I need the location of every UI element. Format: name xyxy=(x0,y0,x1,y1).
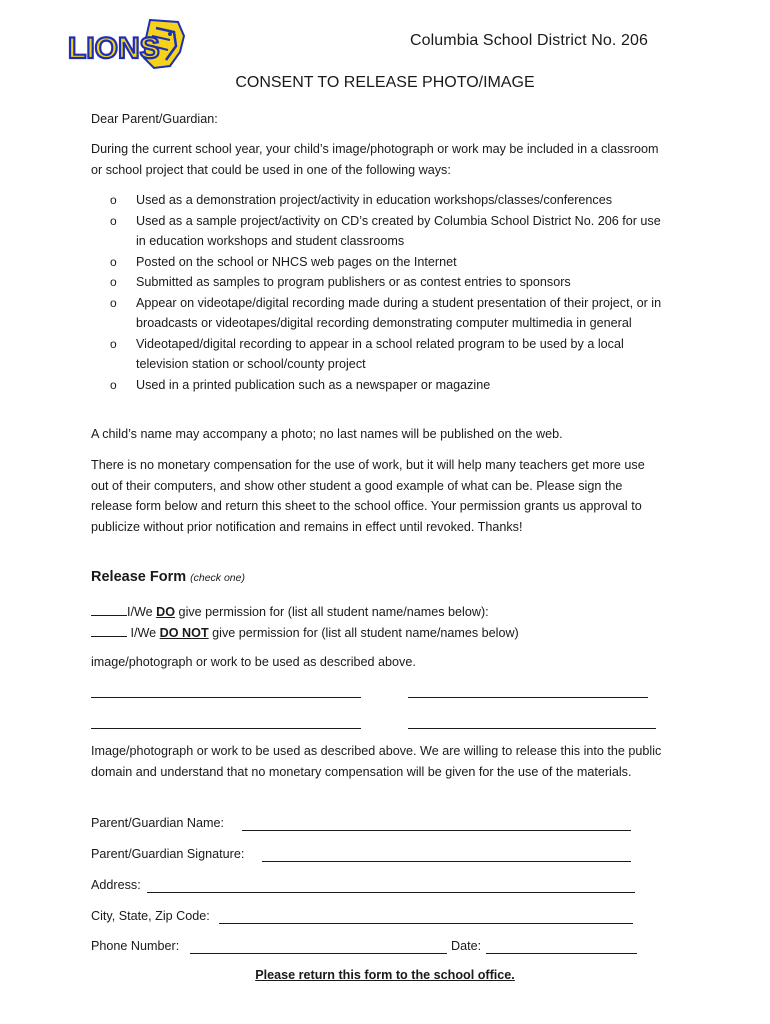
list-item xyxy=(110,252,670,273)
donot-prefix: I/We xyxy=(127,626,160,640)
do-suffix: give permission for (list all student name/names below): xyxy=(175,605,489,619)
greeting: Dear Parent/Guardian: xyxy=(91,112,218,126)
list-item-text: Posted on the school or NHCS web pages on the Internet xyxy=(136,254,457,269)
list-item-text: Used in a printed publication such as a newspaper or magazine xyxy=(136,377,491,392)
phone-row xyxy=(91,939,179,953)
phone-label: Phone Number: xyxy=(91,939,180,953)
address-row xyxy=(91,878,141,892)
student-name-field-2[interactable] xyxy=(408,697,648,698)
bullet-icon: o xyxy=(110,193,117,207)
intro-paragraph: During the current school year, your child’s image/photograph or work may be included in a classroom or school project that could be used in one of the following ways: xyxy=(91,142,659,177)
donot-checkbox-blank[interactable] xyxy=(91,622,127,637)
list-item xyxy=(110,211,670,252)
list-item-text: Used as a demonstration project/activity in education workshops/classes/conferences xyxy=(136,193,613,207)
list-item xyxy=(110,334,670,375)
do-prefix: I/We xyxy=(127,605,157,619)
bullet-icon: o xyxy=(110,213,117,228)
bullet-icon: o xyxy=(110,336,117,351)
address-field[interactable] xyxy=(147,892,635,893)
city-state-zip-field[interactable] xyxy=(219,923,633,924)
guardian-signature-row xyxy=(91,847,244,861)
release-form-subtitle: (check one) xyxy=(190,572,245,584)
guardian-signature-label: Parent/Guardian Signature: xyxy=(91,847,245,861)
student-name-field-1[interactable] xyxy=(91,697,361,698)
student-name-field-4[interactable] xyxy=(408,728,656,729)
donot-word: DO NOT xyxy=(159,626,209,640)
address-label: Address: xyxy=(91,878,141,892)
guardian-name-row xyxy=(91,816,224,830)
list-item xyxy=(110,190,670,211)
permission-donot-option xyxy=(91,622,519,644)
student-name-field-3[interactable] xyxy=(91,728,361,729)
page-title: CONSENT TO RELEASE PHOTO/IMAGE xyxy=(235,74,535,91)
city-state-zip-row xyxy=(91,909,210,923)
footer-instruction: Please return this form to the school office. xyxy=(255,968,515,982)
list-item xyxy=(110,293,670,334)
uses-list xyxy=(110,190,670,395)
date-row xyxy=(451,939,481,953)
list-item-text: Used as a sample project/activity on CD’s created by Columbia School District No. 206 for use in education workshops and student classrooms xyxy=(136,213,661,248)
donot-suffix: give permission for (list all student name/names below) xyxy=(208,626,519,640)
release-paragraph: Image/photograph or work to be used as described above. We are willing to release this into the public domain and understand that no monetary compensation will be given for the use of the materials. xyxy=(91,744,662,779)
do-checkbox-blank[interactable] xyxy=(91,601,127,616)
bullet-icon: o xyxy=(110,275,117,289)
list-item-text: Submitted as samples to program publishers or as contest entries to sponsors xyxy=(136,275,571,289)
list-item-text: Appear on videotape/digital recording made during a student presentation of their project, or in broadcasts or videotapes/digital recording demonstrating computer multimedia in general xyxy=(136,295,662,330)
lions-logo xyxy=(66,18,186,72)
logo-text: LIONS xyxy=(68,32,160,65)
city-state-zip-label: City, State, Zip Code: xyxy=(91,909,210,923)
permission-do-option xyxy=(91,601,489,623)
do-word: DO xyxy=(156,605,176,619)
date-field[interactable] xyxy=(486,953,637,954)
guardian-signature-field[interactable] xyxy=(262,861,631,862)
release-form-heading xyxy=(91,569,245,585)
bullet-icon: o xyxy=(110,295,117,310)
release-form-title: Release Form xyxy=(91,569,187,585)
usage-line: image/photograph or work to be used as described above. xyxy=(91,655,416,669)
guardian-name-label: Parent/Guardian Name: xyxy=(91,816,225,830)
list-item-text: Videotaped/digital recording to appear in a school related program to be used by a local television station or school/county project xyxy=(136,336,624,371)
guardian-name-field[interactable] xyxy=(242,830,631,831)
phone-field[interactable] xyxy=(190,953,447,954)
name-note: A child’s name may accompany a photo; no last names will be published on the web. xyxy=(91,427,563,441)
district-name: Columbia School District No. 206 xyxy=(410,32,648,49)
list-item xyxy=(110,375,670,396)
compensation-paragraph: There is no monetary compensation for the use of work, but it will help many teachers get more use out of their computers, and show other student a good example of what can be. Please sign the release form below and return this sheet to the school office. Your permission grants us approval to publicize without prior notification and remains in effect until revoked. Thanks! xyxy=(91,458,645,534)
list-item xyxy=(110,272,670,293)
date-label: Date: xyxy=(451,939,482,953)
bullet-icon: o xyxy=(110,254,117,269)
bullet-icon: o xyxy=(110,377,117,392)
